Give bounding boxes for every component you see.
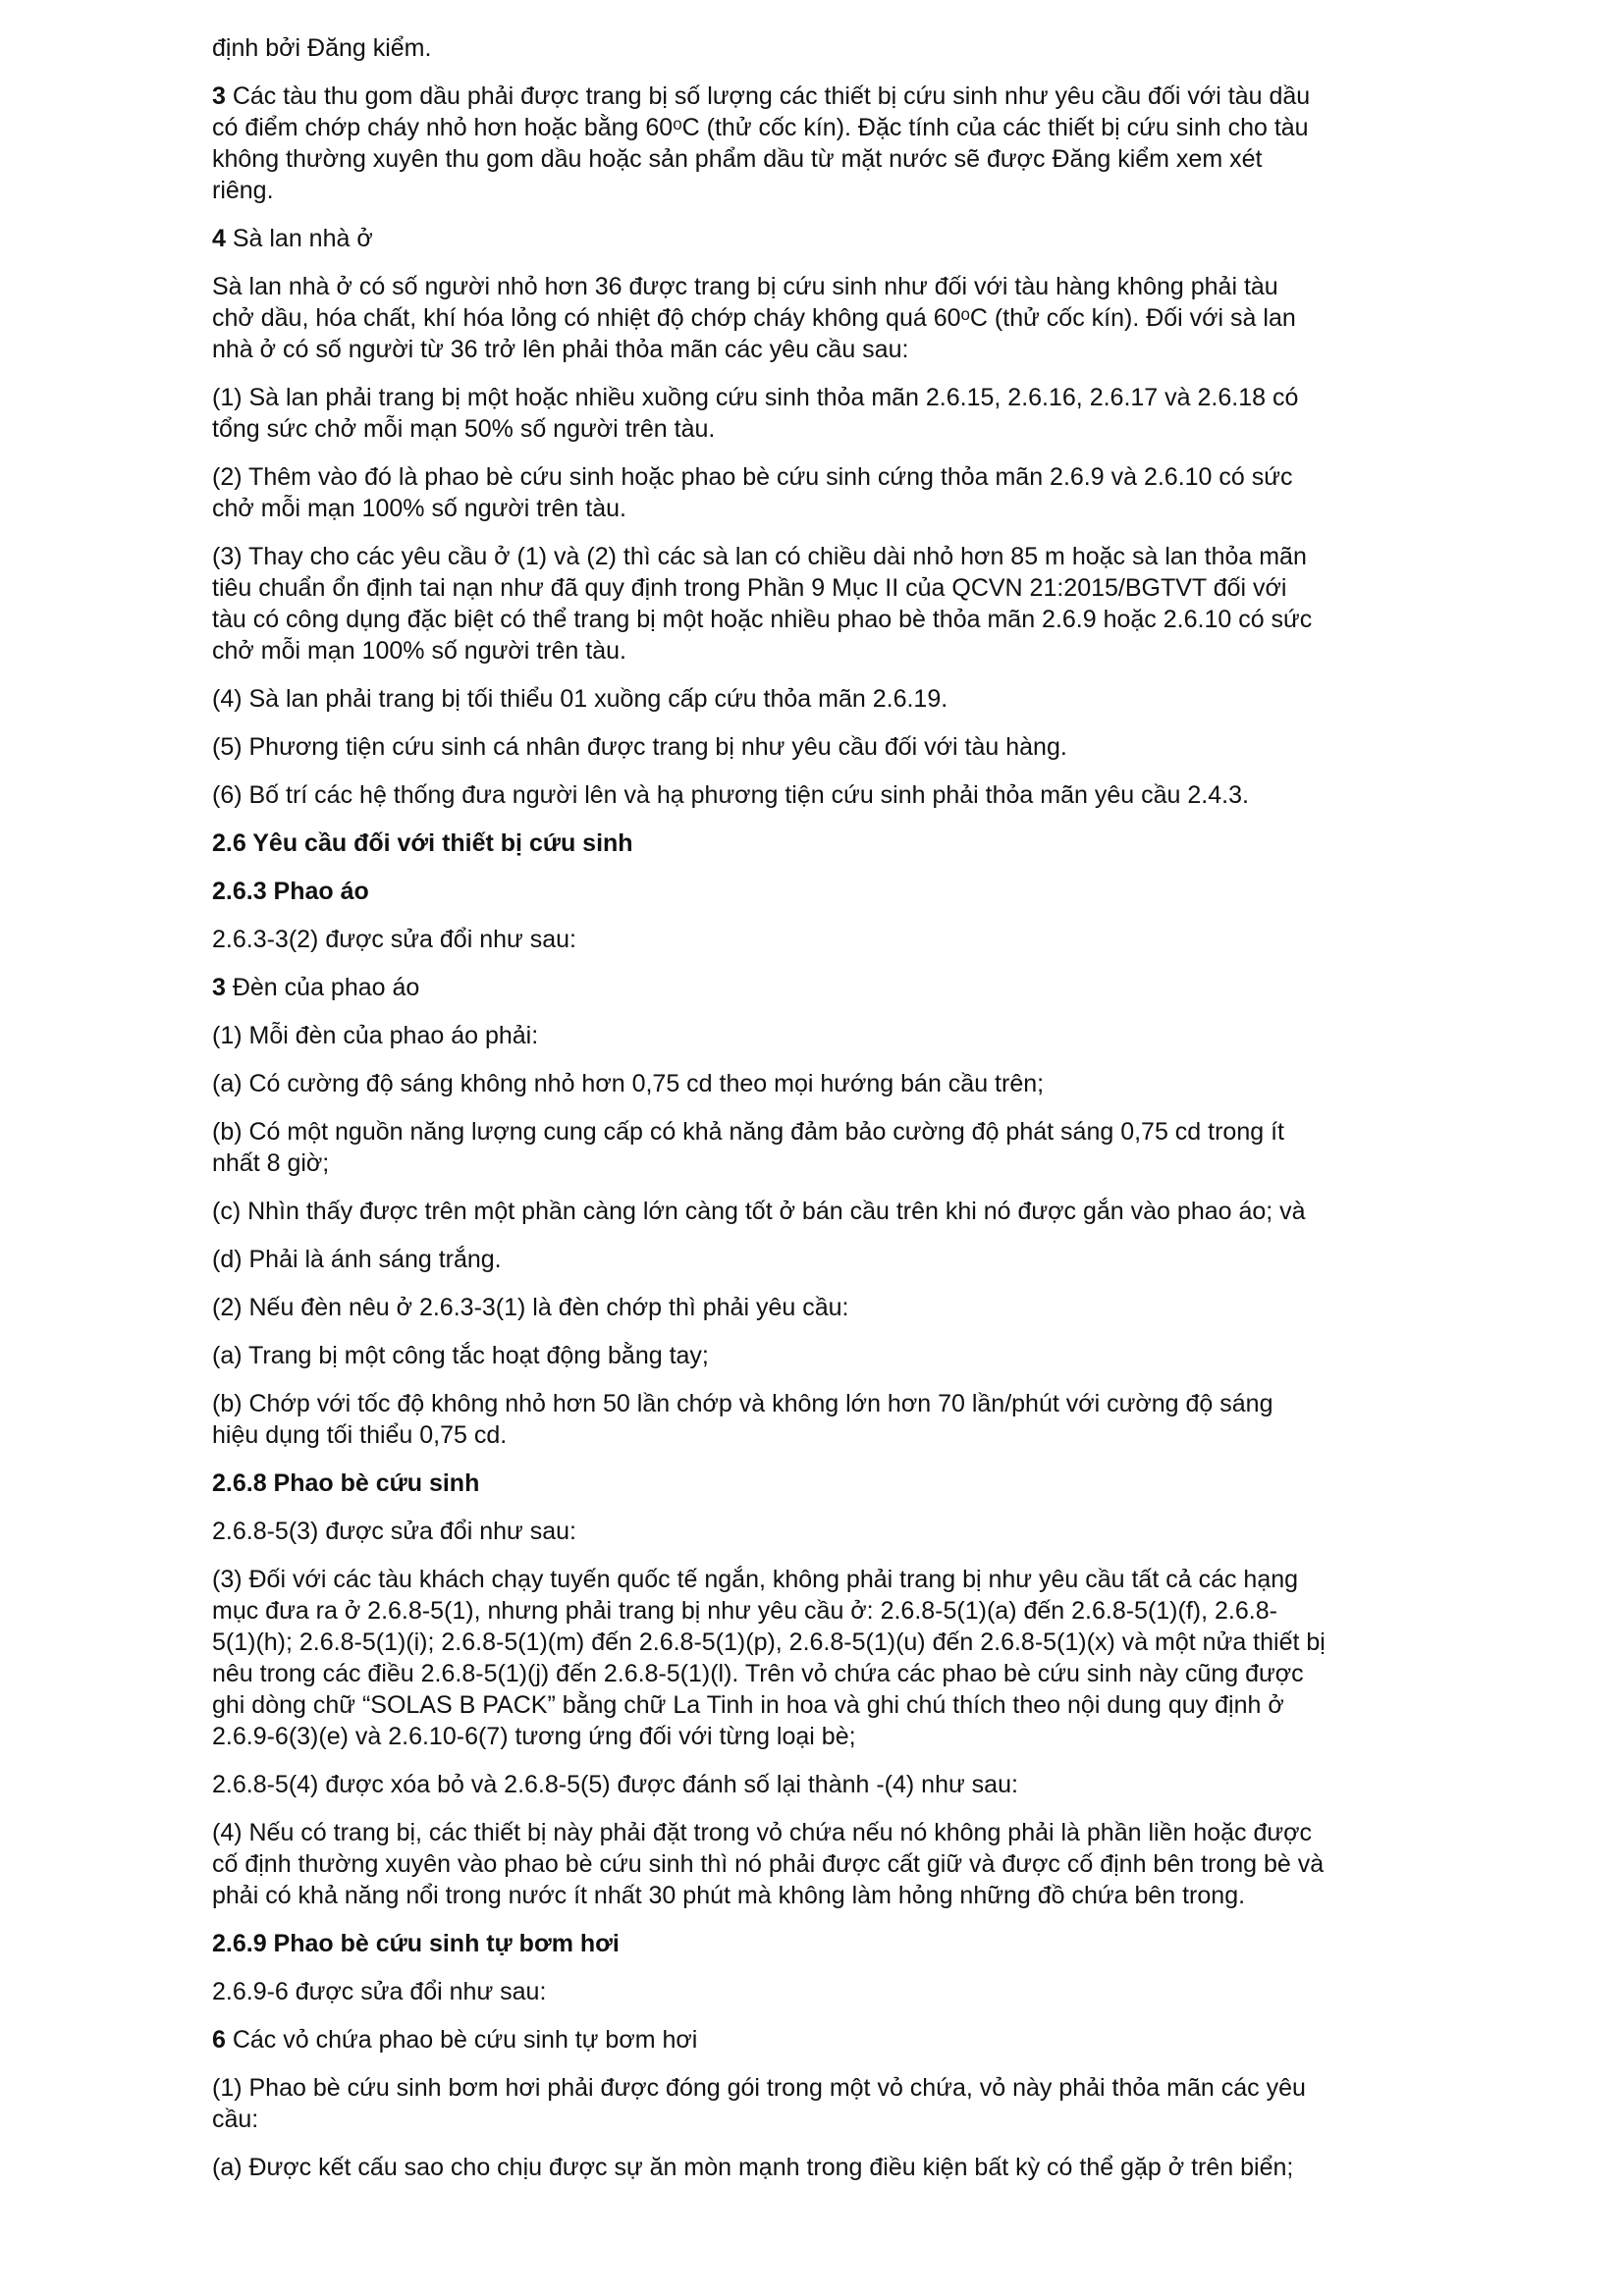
paragraph-light-item-c: (c) Nhìn thấy được trên một phần càng lớn càng tốt ở bán cầu trên khi nó được gắn vào phao áo; và xyxy=(212,1198,1306,1225)
paragraph-light-item-b: (b) Có một nguồn năng lượng cung cấp có khả năng đảm bảo cường độ phát sáng 0,75 cd trong ít nhất 8 giờ; xyxy=(212,1118,1284,1177)
item-number: 4 xyxy=(212,225,226,252)
paragraph-text: Các vỏ chứa phao bè cứu sinh tự bơm hơi xyxy=(225,2026,698,2054)
section-heading: 2.6 Yêu cầu đối với thiết bị cứu sinh xyxy=(212,829,633,857)
paragraph-light-item-1: (1) Mỗi đèn của phao áo phải: xyxy=(212,1022,539,1049)
paragraph-item-2: (2) Thêm vào đó là phao bè cứu sinh hoặc phao bè cứu sinh cứng thỏa mãn 2.6.9 và 2.6.10 có sức chở mỗi mạn 100% số người trên tàu. xyxy=(212,463,1293,522)
paragraph-lifejacket-light xyxy=(212,972,1489,1003)
document-page xyxy=(212,32,1489,2200)
paragraph-amendment-note: 2.6.3-3(2) được sửa đổi như sau: xyxy=(212,926,576,953)
paragraph-equipment-stowage: (4) Nếu có trang bị, các thiết bị này phải đặt trong vỏ chứa nếu nó không phải là phần liền hoặc được cố định thường xuyên vào phao bè cứu sinh thì nó phải được cất giữ và được cố định bên trong bè và phải có khả năng nổi trong nước ít nhất 30 phút mà không làm hỏng những đồ chứa bên trong. xyxy=(212,1819,1325,1909)
paragraph-item-3: (3) Thay cho các yêu cầu ở (1) và (2) thì các sà lan có chiều dài nhỏ hơn 85 m hoặc sà lan thỏa mãn tiêu chuẩn ổn định tai nạn như đã quy định trong Phần 9 Mục II của QCVN 21:2015/BGTVT đối với tàu có công dụng đặc biệt có thể trang bị một hoặc nhiều phao bè thỏa mãn 2.6.9 hoặc 2.6.10 có sức chở mỗi mạn 100% số người trên tàu. xyxy=(212,543,1313,665)
paragraph-item-6: (6) Bố trí các hệ thống đưa người lên và hạ phương tiện cứu sinh phải thỏa mãn yêu cầu 2.4.3. xyxy=(212,781,1249,809)
paragraph-text: Sà lan nhà ở xyxy=(225,225,373,252)
paragraph-flash-light: (2) Nếu đèn nêu ở 2.6.3-3(1) là đèn chớp thì phải yêu cầu: xyxy=(212,1294,849,1321)
paragraph-intro: định bởi Đăng kiểm. xyxy=(212,34,432,62)
paragraph-item-1: (1) Sà lan phải trang bị một hoặc nhiều xuồng cứu sinh thỏa mãn 2.6.15, 2.6.16, 2.6.17 và 2.6.18 có tổng sức chở mỗi mạn 50% số người trên tàu. xyxy=(212,384,1299,443)
paragraph-item-5: (5) Phương tiện cứu sinh cá nhân được trang bị như yêu cầu đối với tàu hàng. xyxy=(212,733,1067,761)
paragraph-text: Đèn của phao áo xyxy=(225,974,420,1001)
subsection-heading: 2.6.3 Phao áo xyxy=(212,878,369,905)
paragraph-container-item-1: (1) Phao bè cứu sinh bơm hơi phải được đóng gói trong một vỏ chứa, vỏ này phải thỏa mãn các yêu cầu: xyxy=(212,2074,1306,2133)
paragraph-accommodation-barge xyxy=(212,223,1489,254)
paragraph-flash-item-b: (b) Chớp với tốc độ không nhỏ hơn 50 lần chớp và không lớn hơn 70 lần/phút với cường độ sáng hiệu dụng tối thiểu 0,75 cd. xyxy=(212,1390,1273,1449)
paragraph-item-4: (4) Sà lan phải trang bị tối thiểu 01 xuồng cấp cứu thỏa mãn 2.6.19. xyxy=(212,685,948,713)
paragraph-barge-requirements: Sà lan nhà ở có số người nhỏ hơn 36 được trang bị cứu sinh như đối với tàu hàng không phải tàu chở dầu, hóa chất, khí hóa lỏng có nhiệt độ chớp cháy không quá 60ᵒC (thử cốc kín). Đối với sà lan nhà ở có số người từ 36 trở lên phải thỏa mãn các yêu cầu sau: xyxy=(212,273,1296,363)
paragraph-short-voyage: (3) Đối với các tàu khách chạy tuyến quốc tế ngắn, không phải trang bị như yêu cầu tất cả các hạng mục đưa ra ở 2.6.8-5(1), nhưng phải trang bị như yêu cầu ở: 2.6.8-5(1)(a) đến 2.6.8-5(1)(f), 2.6.8- 5(1)(h); 2.6.8-5(1)(i); 2.6.8-5(1)(m) đến 2.6.8-5(1)(p), 2.6.8-5(1)(u) đến 2.6.8-5(1)(x) và một nửa thiết bị nêu trong các điều 2.6.8-5(1)(j) đến 2.6.8-5(1)(l). Trên vỏ chứa các phao bè cứu sinh này cũng được ghi dòng chữ “SOLAS B PACK” bằng chữ La Tinh in hoa và ghi chú thích theo nội dung quy định ở 2.6.9-6(3)(e) và 2.6.10-6(7) tương ứng đối với từng loại bè; xyxy=(212,1566,1326,1750)
paragraph-text: Các tàu thu gom dầu phải được trang bị số lượng các thiết bị cứu sinh như yêu cầu đối với tàu dầu có điểm chớp cháy nhỏ hơn hoặc bằng 60ᵒC (thử cốc kín). Đặc tính của các thiết bị cứu sinh cho tàu không thường xuyên thu gom dầu hoặc sản phẩm dầu từ mặt nước sẽ được Đăng kiểm xem xét riêng. xyxy=(212,82,1311,204)
item-number: 6 xyxy=(212,2026,226,2054)
item-number: 3 xyxy=(212,82,226,110)
item-number: 3 xyxy=(212,974,226,1001)
paragraph-raft-containers xyxy=(212,2024,1489,2056)
paragraph-amendment-note: 2.6.8-5(4) được xóa bỏ và 2.6.8-5(5) được đánh số lại thành -(4) như sau: xyxy=(212,1771,1018,1798)
paragraph-container-item-a: (a) Được kết cấu sao cho chịu được sự ăn mòn mạnh trong điều kiện bất kỳ có thể gặp ở trên biển; xyxy=(212,2154,1294,2181)
paragraph-light-item-d: (d) Phải là ánh sáng trắng. xyxy=(212,1246,502,1273)
paragraph-flash-item-a: (a) Trang bị một công tắc hoạt động bằng tay; xyxy=(212,1342,709,1369)
paragraph-amendment-note: 2.6.9-6 được sửa đổi như sau: xyxy=(212,1978,547,2005)
paragraph-oil-collection xyxy=(212,80,1489,206)
subsection-heading: 2.6.8 Phao bè cứu sinh xyxy=(212,1469,480,1497)
paragraph-light-item-a: (a) Có cường độ sáng không nhỏ hơn 0,75 cd theo mọi hướng bán cầu trên; xyxy=(212,1070,1045,1097)
paragraph-amendment-note: 2.6.8-5(3) được sửa đổi như sau: xyxy=(212,1518,576,1545)
subsection-heading: 2.6.9 Phao bè cứu sinh tự bơm hơi xyxy=(212,1930,620,1957)
